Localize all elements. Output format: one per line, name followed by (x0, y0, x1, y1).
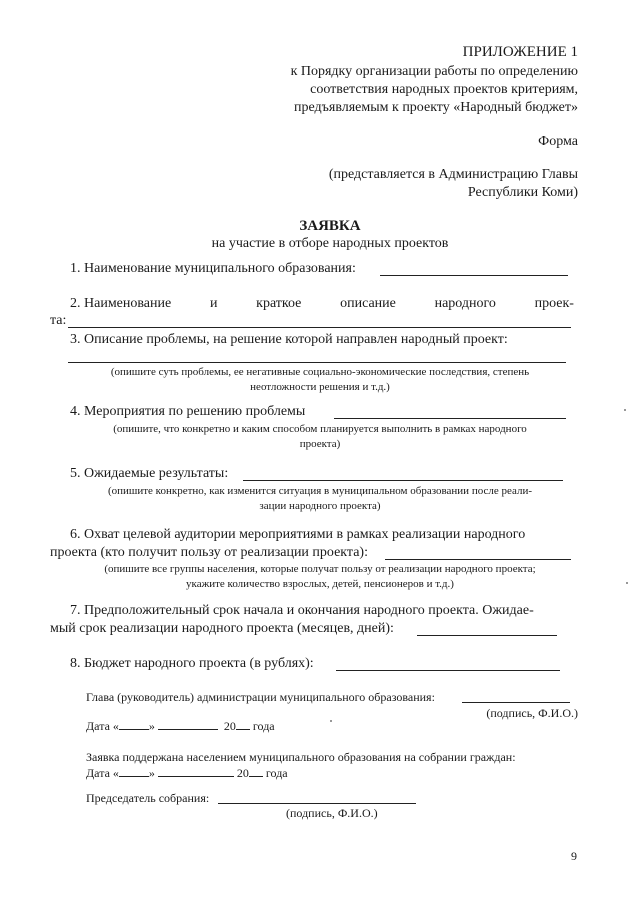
item-7-blank[interactable] (417, 635, 557, 636)
date-field-2 (86, 764, 288, 781)
date-prefix: Дата « (86, 719, 119, 733)
item-2-blank[interactable] (68, 327, 571, 328)
item-6-line-2: проекта (кто получит пользу от реализации проекта): (50, 545, 368, 560)
item-5-note-line-2: зации народного проекта) (259, 500, 381, 512)
item-3-note-line-2: неотложности решения и т.д.) (250, 381, 390, 393)
month-blank[interactable] (158, 764, 234, 777)
item-2-label (70, 296, 574, 312)
item-2-word-1: 2. Наименование (70, 296, 172, 311)
item-5-blank[interactable] (243, 480, 563, 481)
item-6-note-line-2: укажите количество взрослых, детей, пенсионеров и т.д.) (186, 578, 454, 590)
item-8-blank[interactable] (336, 670, 560, 671)
date-quote-close: » (148, 719, 155, 733)
item-4-note-line-1: (опишите, что конкретно и каким способом планируется выполнить в рамках народного (113, 423, 527, 435)
item-4-note-line-2: проекта) (299, 438, 341, 450)
item-6-blank[interactable] (385, 559, 571, 560)
scan-speck (330, 720, 332, 722)
item-1-label: 1. Наименование муниципального образования: (70, 261, 356, 276)
item-4-label: 4. Мероприятия по решению проблемы (70, 404, 306, 419)
year-label: года (265, 766, 288, 780)
item-8-label: 8. Бюджет народного проекта (в рублях): (70, 656, 314, 671)
head-signature-caption: (подпись, Ф.И.О.) (486, 706, 578, 720)
item-5-label: 5. Ожидаемые результаты: (70, 466, 229, 481)
scan-speck (626, 582, 628, 584)
date-prefix: Дата « (86, 766, 119, 780)
submit-line-2: Республики Коми) (467, 185, 578, 200)
head-signature-blank[interactable] (462, 702, 570, 703)
item-6-note-line-1: (опишите все группы населения, которые получат пользу от реализации народного проекта; (104, 563, 536, 575)
head-signature-label: Глава (руководитель) администрации муниципального образования: (86, 690, 435, 704)
appendix-label: ПРИЛОЖЕНИЕ 1 (462, 44, 578, 60)
item-6-line-1: 6. Охват целевой аудитории мероприятиями в рамках реализации народного (70, 527, 526, 542)
item-2-word-6: проек- (534, 296, 574, 311)
year-blank[interactable] (249, 764, 263, 777)
year-blank[interactable] (236, 717, 250, 730)
item-2-word-3: краткое (256, 296, 302, 311)
day-blank[interactable] (119, 764, 149, 777)
item-7-line-2: мый срок реализации народного проекта (месяцев, дней): (50, 621, 394, 636)
day-blank[interactable] (119, 717, 149, 730)
header-line-3: предъявляемым к проекту «Народный бюджет» (294, 100, 578, 115)
item-2-word-4: описание (340, 296, 396, 311)
item-2-word-2: и (209, 296, 218, 311)
year-label: года (252, 719, 275, 733)
document-subtitle: на участие в отборе народных проектов (211, 236, 449, 251)
date-quote-close: » (148, 766, 155, 780)
date-field-1 (86, 717, 275, 734)
form-label: Форма (538, 134, 578, 149)
submit-line-1: (представляется в Администрацию Главы (328, 167, 578, 182)
chair-signature-blank[interactable] (218, 803, 416, 804)
item-3-label: 3. Описание проблемы, на решение которой направлен народный проект: (70, 332, 508, 347)
item-5-note-line-1: (опишите конкретно, как изменится ситуация в муниципальном образовании после реали- (107, 485, 533, 497)
page-number: 9 (571, 849, 577, 863)
support-label: Заявка поддержана населением муниципального образования на собрании граждан: (86, 750, 516, 764)
item-3-blank[interactable] (68, 362, 566, 363)
year-prefix: 20 (236, 766, 249, 780)
chair-signature-caption: (подпись, Ф.И.О.) (286, 806, 378, 820)
scan-speck (624, 409, 626, 411)
item-2-word-5: народного (434, 296, 496, 311)
year-prefix: 20 (223, 719, 236, 733)
document-title: ЗАЯВКА (299, 218, 361, 234)
item-2-continuation: та: (50, 313, 67, 328)
item-7-line-1: 7. Предположительный срок начала и окончания народного проекта. Ожидае- (70, 603, 534, 618)
item-4-blank[interactable] (334, 418, 566, 419)
item-1-blank[interactable] (380, 275, 568, 276)
month-blank[interactable] (158, 717, 218, 730)
header-line-2: соответствия народных проектов критериям, (310, 82, 578, 97)
item-3-note-line-1: (опишите суть проблемы, ее негативные социально-экономические последствия, степень (110, 366, 530, 378)
chair-signature-label: Председатель собрания: (86, 791, 210, 805)
header-line-1: к Порядку организации работы по определению (290, 64, 578, 79)
